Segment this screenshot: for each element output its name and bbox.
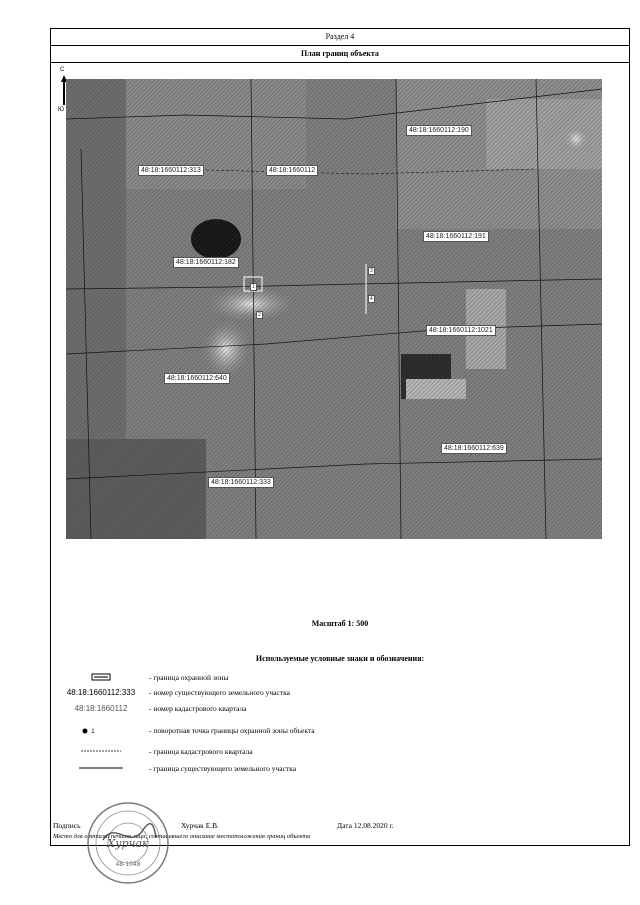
legend-text: - поворотная точка границы охранной зоны объекта [149,726,315,735]
parcel-label: 48:18:1660112:639 [441,443,507,454]
legend-text: - номер существующего земельного участка [149,688,290,697]
stamp-number: 48-1048 [115,861,141,868]
legend-text: - граница охранной зоны [149,673,229,682]
legend-item [51,704,629,718]
parcel-label: 48:18:1660112:313 [138,165,204,176]
legend-item [51,673,629,687]
quarter-label: 48:18:1660112 [266,165,318,176]
legend-text: - граница существующего земельного участка [149,764,297,773]
scale-label: Масштаб 1: 500 [311,619,369,628]
parcel-label: 48:18:1660112:640 [164,373,230,384]
turning-point-icon [81,727,89,735]
signatory-name: Хурчак Е.В. [181,821,220,830]
legend-symbol: 48:18:1660112:333 [66,688,136,697]
section-title: Раздел 4 [51,29,629,46]
turning-point-label: 4 [370,296,373,302]
turning-point-label: 2 [258,312,261,318]
parcel-label: 48:18:1660112:1021 [426,325,496,336]
parcel-label: 48:18:1660112:191 [423,231,489,242]
legend-item [51,726,629,740]
parcel-label: 48:18:1660112:190 [406,125,472,136]
parcel-boundary-line-icon [71,765,131,771]
legend-text: - номер кадастрового квартала [149,704,247,713]
legend-symbol: 48:18:1660112 [74,704,128,713]
turning-point-label: 1 [252,284,255,290]
plan-title: План границ объекта [51,46,629,63]
signature-label: Подпись [53,821,81,830]
legend-symbol: 1 [91,729,95,735]
signature-date: Дата 12.08.2020 г. [337,821,394,830]
document-frame [50,28,630,846]
map-imagery [66,79,602,539]
satellite-map [66,79,602,539]
protection-zone-symbol-icon [91,673,111,681]
legend-text: - граница кадастрового квартала [149,747,253,756]
seal-stamp-icon [85,800,171,886]
stamp-text: Хурчак [107,837,149,850]
turning-point-label: 3 [370,268,373,274]
north-label: С [60,67,65,73]
parcel-label: 48:18:1660112:333 [208,477,274,488]
stamp-note: Место для оттиска печати лица, составившего описание местоположения границ объекта [53,833,311,840]
parcel-label: 48:18:1660112:182 [173,257,239,268]
quarter-boundary-line-icon [71,748,131,754]
south-label: Ю [58,107,65,113]
legend-item [51,747,629,761]
legend-item [51,764,629,778]
legend-title: Используемые условные знаки и обозначения: [255,654,425,663]
legend-item [51,688,629,702]
